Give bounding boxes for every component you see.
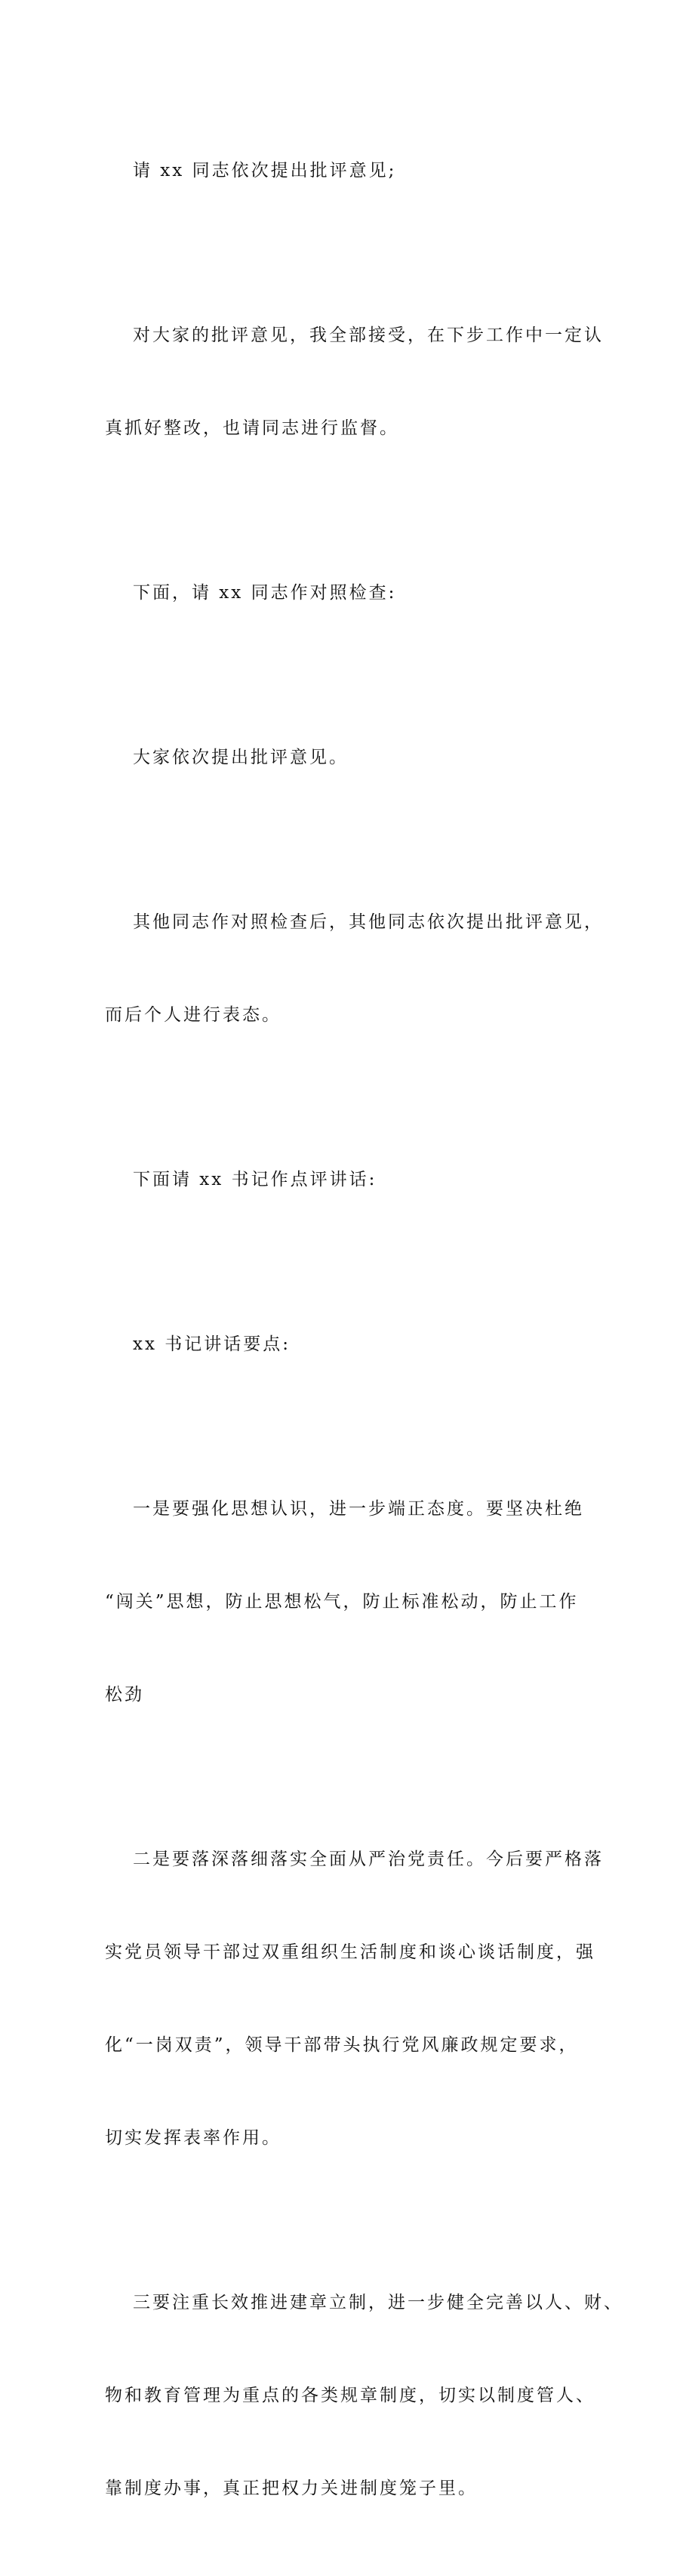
- text-line: 靠制度办事，真正把权力关进制度笼子里。: [105, 2479, 478, 2498]
- text-line: 大家依次提出批评意见。: [133, 748, 349, 767]
- text-line: 切实发挥表率作用。: [105, 2128, 281, 2148]
- text-line: 一是要强化思想认识，进一步端正态度。要坚决杜绝: [133, 1499, 584, 1519]
- text-line: 松劲: [105, 1685, 144, 1704]
- text-line: 其他同志作对照检查后，其他同志依次提出批评意见，: [133, 912, 604, 932]
- paragraph-4: [105, 680, 595, 835]
- text-line: 下面，请 xx 同志作对照检查:: [133, 583, 397, 603]
- paragraph-2: [105, 258, 604, 506]
- paragraph-3: [105, 516, 595, 671]
- text-line: 而后个人进行表态。: [105, 1005, 281, 1025]
- paragraph-7: [105, 1267, 595, 1422]
- text-line: 二是要落深落细落实全面从严治党责任。今后要严格落: [133, 1849, 604, 1869]
- text-line: “闯关”思想，防止思想松气，防止标准松动，防止工作: [105, 1592, 579, 1612]
- text-line: 实党员领导干部过双重组织生活制度和谈心谈话制度，强: [105, 1942, 595, 1962]
- paragraph-5: [105, 845, 604, 1093]
- text-line: 物和教育管理为重点的各类规章制度，切实以制度管人、: [105, 2386, 595, 2405]
- paragraph-9: [105, 1782, 604, 2216]
- document-body: [105, 94, 623, 2576]
- paragraph-1: [105, 94, 595, 248]
- text-line: 下面请 xx 书记作点评讲话:: [133, 1170, 377, 1189]
- text-line: 化“一岗双责”，领导干部带头执行党风廉政规定要求，: [105, 2035, 579, 2055]
- paragraph-10: [105, 2226, 623, 2566]
- text-line: 请 xx 同志依次提出批评意见;: [133, 161, 397, 180]
- text-line: xx 书记讲话要点:: [133, 1334, 291, 1354]
- paragraph-6: [105, 1103, 595, 1257]
- text-line: 对大家的批评意见，我全部接受，在下步工作中一定认: [133, 325, 604, 345]
- text-line: 三要注重长效推进建章立制，进一步健全完善以人、财、: [133, 2293, 623, 2312]
- text-line: 真抓好整改，也请同志进行监督。: [105, 418, 399, 438]
- paragraph-8: [105, 1432, 595, 1772]
